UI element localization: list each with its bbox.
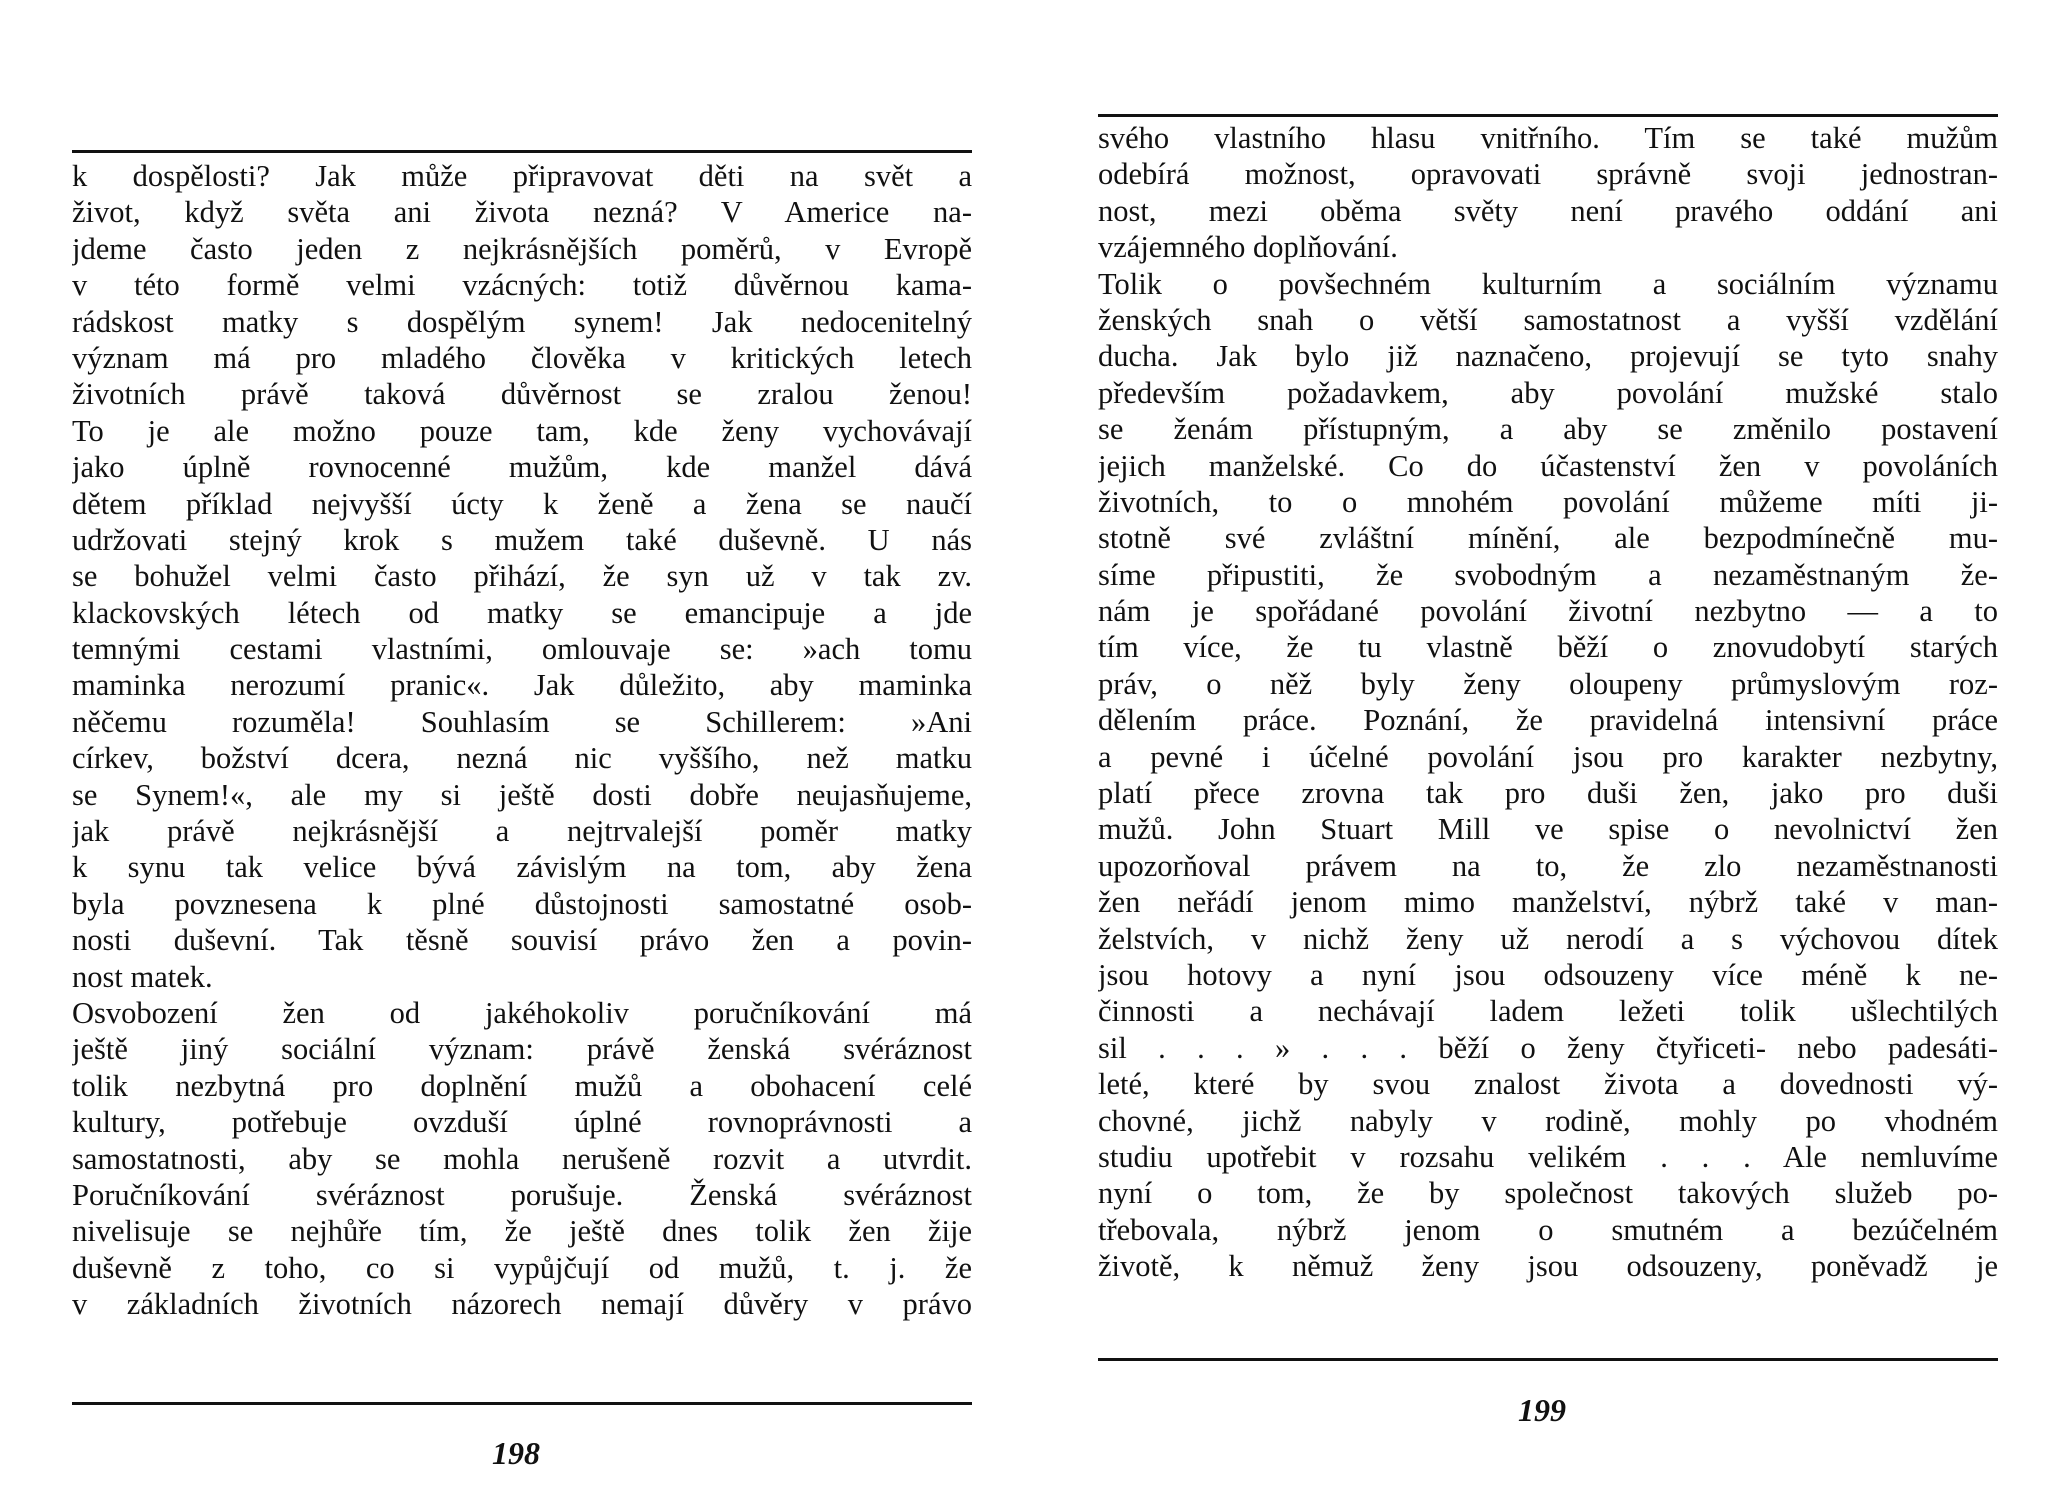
page-number: 199 [1518,1392,1566,1428]
text-line: odebírá možnost, opravovati správně svoji jednostran- [1098,157,1998,192]
text-line: stotně své zvláštní mínění, ale bezpodmínečně mu- [1098,521,1998,556]
text-line: byla povznesena k plné důstojnosti samostatné osob- [72,886,972,921]
top-rule [1098,114,1998,117]
text-line: v základních životních názorech nemají důvěry v právo [72,1287,972,1322]
text-line: ducha. Jak bylo již naznačeno, projevují se tyto snahy [1098,339,1998,374]
text-line: především požadavkem, aby povolání mužské stalo [1098,375,1998,410]
text-line: dětem příklad nejvyšší úcty k ženě a žena se naučí [72,486,972,521]
text-line: Osvobození žen od jakéhokoliv poručníkování má [72,995,972,1030]
text-line: klackovských létech od matky se emancipuje a jde [72,595,972,630]
text-line: třebovala, nýbrž jenom o smutném a bezúčelném [1098,1212,1998,1247]
text-line: Tolik o povšechném kulturním a sociálním významu [1098,266,1998,301]
text-line: vzájemného doplňování. [1098,230,1398,265]
text-line: něčemu rozuměla! Souhlasím se Schillerem: »Ani [72,704,972,739]
text-line: temnými cestami vlastními, omlouvaje se: »ach tomu [72,632,972,667]
text-line: udržovati stejný krok s mužem také duševně. U nás [72,522,972,557]
text-line: nosti duševní. Tak těsně souvisí právo žen a povin- [72,923,972,958]
body-text [1098,120,1998,1285]
text-line: život, když světa ani života nezná? V Americe na- [72,195,972,230]
text-line: želstvích, v nichž ženy už nerodí a s výchovou dítek [1098,921,1998,956]
left-page [72,0,972,1500]
text-line: a pevné i účelné povolání jsou pro karakter nezbytny, [1098,739,1998,774]
text-line: svého vlastního hlasu vnitřního. Tím se také mužům [1098,121,1998,155]
text-line: ještě jiný sociální význam: právě ženská svéráznost [72,1032,972,1067]
text-line: dělením práce. Poznání, že pravidelná intensivní práce [1098,703,1998,738]
text-line: duševně z toho, co si vypůjčují od mužů, t. j. že [72,1250,972,1285]
top-rule [72,150,972,153]
text-line: kultury, potřebuje ovzduší úplné rovnoprávnosti a [72,1105,972,1140]
bottom-rule [72,1402,972,1405]
text-line: mužů. John Stuart Mill ve spise o nevolnictví žen [1098,812,1998,847]
text-line: síme připustiti, že svobodným a nezaměstnaným že- [1098,557,1998,592]
text-line: nost, mezi oběma světy není pravého oddání ani [1098,193,1998,228]
text-line: práv, o něž byly ženy oloupeny průmyslovým roz- [1098,666,1998,701]
text-line: ženských snah o větší samostatnost a vyšší vzdělání [1098,302,1998,337]
text-line: v této formě velmi vzácných: totiž důvěrnou kama- [72,268,972,303]
text-line: sil . . . » . . . běží o ženy čtyřiceti- nebo padesáti- [1098,1030,1998,1065]
text-line: nám je spořádané povolání životní nezbytno — a to [1098,594,1998,629]
text-line: jak právě nejkrásnější a nejtrvalejší poměr matky [72,814,972,849]
text-line: To je ale možno pouze tam, kde ženy vychovávají [72,413,972,448]
body-text [72,158,972,1323]
text-line: životě, k němuž ženy jsou odsouzeny, poněvadž je [1098,1249,1998,1284]
text-line: se bohužel velmi často přihází, že syn už v tak zv. [72,559,972,594]
text-line: rádskost matky s dospělým synem! Jak nedocenitelný [72,304,972,339]
page-number: 198 [492,1435,540,1471]
text-line: k synu tak velice bývá závislým na tom, aby žena [72,850,972,885]
text-line: jejich manželské. Co do účastenství žen v povoláních [1098,448,1998,483]
text-line: Poručníkování svéráznost porušuje. Ženská svéráznost [72,1177,972,1212]
text-line: se Synem!«, ale my si ještě dosti dobře neujasňujeme, [72,777,972,812]
text-line: jako úplně rovnocenné mužům, kde manžel dává [72,450,972,485]
text-line: životních, to o mnohém povolání můžeme míti ji- [1098,484,1998,519]
text-line: k dospělosti? Jak může připravovat děti na svět a [72,159,972,193]
text-line: tím více, že tu vlastně běží o znovudobytí starých [1098,630,1998,665]
text-line: církev, božství dcera, nezná nic vyššího, než matku [72,741,972,776]
right-page [1098,0,1998,1500]
text-line: upozorňoval právem na to, že zlo nezaměstnanosti [1098,848,1998,883]
text-line: platí přece zrovna tak pro duši žen, jako pro duši [1098,776,1998,811]
text-line: nivelisuje se nejhůře tím, že ještě dnes tolik žen žije [72,1214,972,1249]
text-line: se ženám přístupným, a aby se změnilo postavení [1098,412,1998,447]
text-line: význam má pro mladého člověka v kritických letech [72,340,972,375]
text-line: studiu upotřebit v rozsahu velikém . . . Ale nemluvíme [1098,1139,1998,1174]
text-line: samostatnosti, aby se mohla nerušeně rozvit a utvrdit. [72,1141,972,1176]
text-line: nyní o tom, že by společnost takových služeb po- [1098,1176,1998,1211]
text-line: činnosti a nechávají ladem ležeti tolik ušlechtilých [1098,994,1998,1029]
text-line: žen neřádí jenom mimo manželství, nýbrž také v man- [1098,885,1998,920]
text-line: jsou hotovy a nyní jsou odsouzeny více méně k ne- [1098,957,1998,992]
text-line: nost matek. [72,959,213,994]
bottom-rule [1098,1358,1998,1361]
text-line: leté, které by svou znalost života a dovednosti vý- [1098,1067,1998,1102]
text-line: chovné, jichž nabyly v rodině, mohly po vhodném [1098,1103,1998,1138]
text-line: životních právě taková důvěrnost se zralou ženou! [72,377,972,412]
text-line: tolik nezbytná pro doplnění mužů a obohacení celé [72,1068,972,1103]
text-line: maminka nerozumí pranic«. Jak důležito, aby maminka [72,668,972,703]
text-line: jdeme často jeden z nejkrásnějších poměrů, v Evropě [72,231,972,266]
